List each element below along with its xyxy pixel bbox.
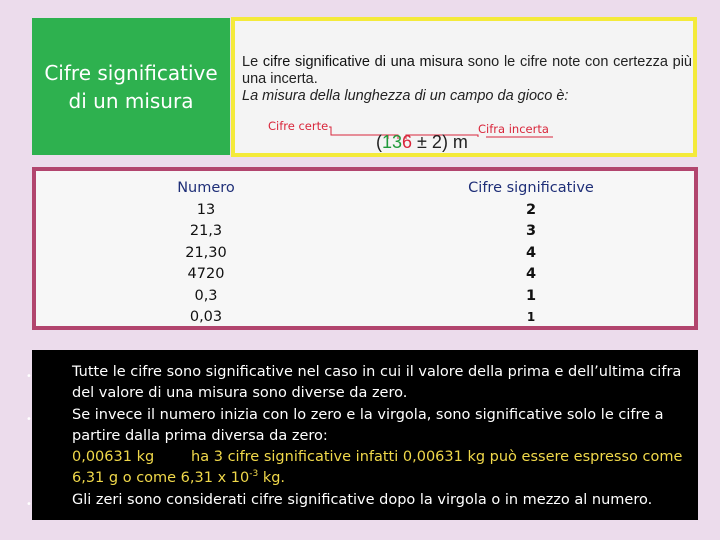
definition-keyword: cifre significative di una misura <box>262 54 464 70</box>
cifre-cell: 1 <box>525 287 537 304</box>
cifre-cell: 2 <box>525 201 537 218</box>
cifre-header: Cifre significative <box>468 180 594 196</box>
examples-table <box>32 167 698 330</box>
uncertain-digit: 6 <box>402 132 413 152</box>
cifre-cell: 4 <box>525 266 537 282</box>
label-cifra-incerta: Cifra incerta <box>478 122 549 136</box>
bullet-icon: • <box>26 371 32 382</box>
definition-text: Le cifre significative di una misura sono le cifre note con certezza più una incerta. La misura della lunghezza di un campo da gioco è: <box>242 54 692 104</box>
numero-cell: 21,30 <box>185 244 227 261</box>
definition-example-line: La misura della lunghezza di un campo da gioco è: <box>242 88 569 104</box>
title-box <box>32 18 230 155</box>
label-cifre-certe: Cifre certe <box>268 119 329 133</box>
rules-box <box>26 350 698 520</box>
certain-digits: 13 <box>382 132 403 152</box>
numero-cell: 0,3 <box>194 287 218 304</box>
cifre-cell: 3 <box>525 223 537 239</box>
numero-column <box>146 178 266 329</box>
bullet-icon: • <box>26 413 32 425</box>
cifre-cell: 4 <box>525 244 537 261</box>
cifre-cell: 1 <box>526 310 536 324</box>
cifre-column <box>456 178 606 329</box>
rules-list <box>26 362 692 511</box>
rule-example: 0,00631 kg ha 3 cifre significative infatti 0,00631 kg può essere espresso come 6,31 g o come 6,31 x $10^{-3}$ kg. <box>72 449 687 487</box>
numero-cell: 21,3 <box>189 223 223 239</box>
definition-box <box>231 17 697 157</box>
numero-cell: 0,03 <box>189 309 223 325</box>
rule-item: • Se invece il numero inizia con lo zero e la virgola, sono significative solo le cifre a partire dalla prima diversa da zero: 0,00631 kg ha 3 cifre significative infatti 0,00631 kg può essere espresso come 6,31 g o come 6,31 x $10^{-3}$ kg. <box>26 406 687 487</box>
title-line1: Cifre significative <box>44 60 218 85</box>
bullet-icon: • <box>26 498 32 510</box>
title-line2: di un misura <box>68 88 194 113</box>
numero-header: Numero <box>177 180 235 196</box>
measure-expression: (136 ± 2) m <box>376 132 468 152</box>
rule-item: • Gli zeri sono considerati cifre significative dopo la virgola o in mezzo al numero. <box>32 490 692 511</box>
numero-cell: 4720 <box>187 266 225 282</box>
rule-item: • Tutte le cifre sono significative nel caso in cui il valore della prima e dell’ultima cifra del valore di una misura sono diverse da zero. <box>26 364 682 402</box>
numero-cell: 13 <box>196 201 216 218</box>
